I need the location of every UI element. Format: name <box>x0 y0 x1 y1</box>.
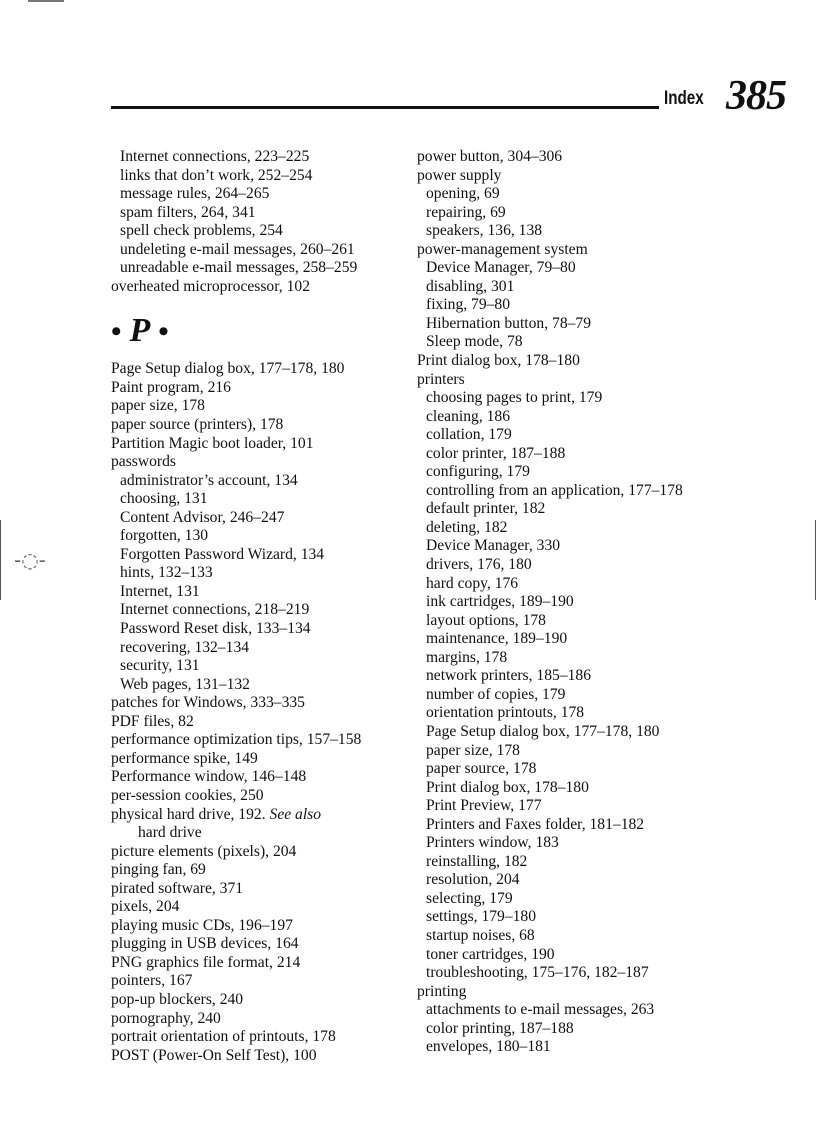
crop-mark <box>0 520 1 600</box>
index-subentry <box>111 676 361 695</box>
index-subentry <box>417 612 683 631</box>
entry-text: reinstalling, 182 <box>426 852 528 870</box>
index-entry <box>417 167 683 186</box>
index-entry <box>417 148 683 167</box>
entry-text: deleting, 182 <box>426 518 508 536</box>
entry-text: Content Advisor, 246–247 <box>120 508 285 526</box>
index-subentry <box>111 601 361 620</box>
index-entry <box>111 861 361 880</box>
entry-text: pirated software, 371 <box>111 879 244 897</box>
entry-text: playing music CDs, 196–197 <box>111 916 293 934</box>
entry-text: color printing, 187–188 <box>426 1019 574 1037</box>
entry-text: configuring, 179 <box>426 463 530 481</box>
index-subentry <box>417 760 683 779</box>
index-entry <box>417 241 683 260</box>
index-subentry <box>417 742 683 761</box>
index-entry <box>111 435 361 454</box>
entry-text: troubleshooting, 175–176, 182–187 <box>426 964 649 982</box>
entry-text: color printer, 187–188 <box>426 444 566 462</box>
entry-text: security, 131 <box>120 657 200 675</box>
entry-text: per-session cookies, 250 <box>111 786 264 804</box>
entry-text: Page Setup dialog box, 177–178, 180 <box>426 722 660 740</box>
index-column-left <box>111 148 361 1065</box>
index-subentry <box>111 241 361 260</box>
index-subentry <box>111 583 361 602</box>
index-entry <box>111 750 361 769</box>
index-subentry <box>417 185 683 204</box>
entry-text: margins, 178 <box>426 648 508 666</box>
entry-text: forgotten, 130 <box>120 527 209 545</box>
entry-text: Forgotten Password Wizard, 134 <box>120 545 325 563</box>
index-subentry <box>111 620 361 639</box>
entry-text: Print Preview, 177 <box>426 797 542 815</box>
entry-text: hard copy, 176 <box>426 574 519 592</box>
index-subentry <box>417 222 683 241</box>
index-entry <box>111 1028 361 1047</box>
entry-text: opening, 69 <box>426 185 500 203</box>
entry-text: pointers, 167 <box>111 972 193 990</box>
entry-text: Internet connections, 223–225 <box>120 148 310 165</box>
index-entry <box>417 371 683 390</box>
index-subentry <box>111 546 361 565</box>
entry-text: portrait orientation of printouts, 178 <box>111 1028 336 1046</box>
index-entry <box>111 991 361 1010</box>
index-subentry <box>111 657 361 676</box>
entry-text: Sleep mode, 78 <box>426 333 523 351</box>
index-subentry <box>417 482 683 501</box>
entry-text: hints, 132–133 <box>120 564 213 582</box>
entry-text: resolution, 204 <box>426 871 520 889</box>
entry-text: maintenance, 189–190 <box>426 630 568 648</box>
index-subentry <box>417 908 683 927</box>
index-subentry <box>417 779 683 798</box>
entry-text: recovering, 132–134 <box>120 638 250 656</box>
entry-text: undeleting e-mail messages, 260–261 <box>120 240 355 258</box>
index-subentry <box>417 463 683 482</box>
registration-mark-icon: -◌- <box>14 548 46 572</box>
entry-text: hard drive <box>138 824 202 842</box>
entry-text: printing <box>417 982 467 1000</box>
entry-text: Internet connections, 218–219 <box>120 601 310 619</box>
entry-text: startup noises, 68 <box>426 926 535 944</box>
index-entry <box>111 972 361 991</box>
index-subentry <box>417 1001 683 1020</box>
entry-text: toner cartridges, 190 <box>426 945 555 963</box>
entry-text: cleaning, 186 <box>426 407 511 425</box>
entry-text: Printers and Faxes folder, 181–182 <box>426 815 645 833</box>
entry-text: choosing pages to print, 179 <box>426 389 603 407</box>
entry-text: spell check problems, 254 <box>120 222 283 240</box>
index-subentry <box>417 389 683 408</box>
entry-text: unreadable e-mail messages, 258–259 <box>120 259 358 277</box>
index-subentry <box>417 259 683 278</box>
entry-text: power-management system <box>417 240 588 258</box>
entry-text: Web pages, 131–132 <box>120 675 250 693</box>
index-subentry <box>417 204 683 223</box>
index-subentry <box>111 824 361 843</box>
index-subentry <box>417 315 683 334</box>
index-subentry <box>417 946 683 965</box>
index-subentry <box>417 445 683 464</box>
index-subentry <box>417 704 683 723</box>
entry-text: settings, 179–180 <box>426 908 537 926</box>
entry-text: number of copies, 179 <box>426 685 566 703</box>
index-entry <box>111 898 361 917</box>
entry-text: default printer, 182 <box>426 500 546 518</box>
entry-text: Printers window, 183 <box>426 834 559 852</box>
crop-mark <box>28 0 64 2</box>
index-entry <box>111 1010 361 1029</box>
entry-text: Internet, 131 <box>120 582 200 600</box>
entry-text: Device Manager, 79–80 <box>426 259 576 277</box>
index-entry <box>111 935 361 954</box>
entry-text: Device Manager, 330 <box>426 537 561 555</box>
entry-text: spam filters, 264, 341 <box>120 203 256 221</box>
entry-text: layout options, 178 <box>426 611 546 629</box>
entry-text: repairing, 69 <box>426 203 506 221</box>
entry-text: message rules, 264–265 <box>120 185 270 203</box>
index-subentry <box>417 834 683 853</box>
entry-text: Performance window, 146–148 <box>111 768 307 786</box>
index-entry <box>111 954 361 973</box>
index-subentry <box>417 797 683 816</box>
index-subentry <box>417 723 683 742</box>
index-subentry <box>417 426 683 445</box>
index-subentry <box>417 408 683 427</box>
entry-text: plugging in USB devices, 164 <box>111 935 299 953</box>
index-entry <box>111 694 361 713</box>
see-also-reference: See also <box>269 805 322 823</box>
index-column-right <box>417 148 683 1057</box>
index-entry <box>111 1047 361 1066</box>
entry-text: Print dialog box, 178–180 <box>426 778 589 796</box>
entry-text: paper size, 178 <box>111 397 205 415</box>
index-subentry <box>417 537 683 556</box>
index-subentry <box>417 1020 683 1039</box>
index-subentry <box>417 1038 683 1057</box>
index-entry <box>111 880 361 899</box>
index-subentry <box>111 490 361 509</box>
entry-text: pixels, 204 <box>111 898 180 916</box>
entry-text: passwords <box>111 453 176 471</box>
entry-text: attachments to e-mail messages, 263 <box>426 1001 655 1019</box>
index-entry <box>111 379 361 398</box>
index-subentry <box>111 564 361 583</box>
index-subentry <box>111 639 361 658</box>
entry-text: Paint program, 216 <box>111 378 231 396</box>
index-entry <box>111 806 361 825</box>
index-subentry <box>417 575 683 594</box>
entry-text: choosing, 131 <box>120 490 208 508</box>
index-subentry <box>417 853 683 872</box>
entry-text: PNG graphics file format, 214 <box>111 953 301 971</box>
index-subentry <box>417 816 683 835</box>
entry-text: selecting, 179 <box>426 889 513 907</box>
entry-text: power supply <box>417 166 502 184</box>
index-entry <box>111 360 361 379</box>
entry-text: pornography, 240 <box>111 1009 221 1027</box>
section-letter-heading: • P • <box>111 312 169 350</box>
entry-text: drivers, 176, 180 <box>426 556 532 574</box>
index-subentry <box>111 472 361 491</box>
index-subentry <box>111 204 361 223</box>
entry-text: speakers, 136, 138 <box>426 222 543 240</box>
entry-text: overheated microprocessor, 102 <box>111 277 310 295</box>
entry-text: physical hard drive, 192. <box>111 805 266 823</box>
entry-text: pop-up blockers, 240 <box>111 990 244 1008</box>
index-subentry <box>417 630 683 649</box>
entry-text: PDF files, 82 <box>111 712 194 730</box>
entry-text: performance spike, 149 <box>111 749 258 767</box>
page-number: 385 <box>726 73 786 119</box>
entry-text: Page Setup dialog box, 177–178, 180 <box>111 360 345 378</box>
entry-text: paper source, 178 <box>426 760 537 778</box>
index-subentry <box>417 278 683 297</box>
index-subentry <box>111 185 361 204</box>
index-entry <box>417 352 683 371</box>
index-entry <box>111 787 361 806</box>
index-subentry <box>111 222 361 241</box>
index-entry <box>111 416 361 435</box>
index-subentry <box>417 500 683 519</box>
entry-text: POST (Power-On Self Test), 100 <box>111 1046 317 1064</box>
index-subentry <box>111 509 361 528</box>
index-entry <box>111 768 361 787</box>
index-entry <box>111 731 361 750</box>
index-subentry <box>417 296 683 315</box>
entry-text: links that don’t work, 252–254 <box>120 166 313 184</box>
entry-text: ink cartridges, 189–190 <box>426 593 574 611</box>
index-entry <box>111 278 361 297</box>
entry-text: pinging fan, 69 <box>111 861 206 879</box>
index-subentry <box>111 527 361 546</box>
index-subentry <box>417 871 683 890</box>
entry-text: controlling from an application, 177–178 <box>426 481 683 499</box>
entry-text: disabling, 301 <box>426 277 515 295</box>
entry-text: administrator’s account, 134 <box>120 471 298 489</box>
index-entry <box>111 713 361 732</box>
entry-text: Partition Magic boot loader, 101 <box>111 434 314 452</box>
entry-text: fixing, 79–80 <box>426 296 511 314</box>
entry-text: collation, 179 <box>426 426 512 444</box>
index-subentry <box>111 259 361 278</box>
index-entry <box>417 983 683 1002</box>
entry-text: paper size, 178 <box>426 741 520 759</box>
entry-text: Print dialog box, 178–180 <box>417 352 580 370</box>
index-subentry <box>111 167 361 186</box>
index-subentry <box>417 686 683 705</box>
entry-text: network printers, 185–186 <box>426 667 592 685</box>
index-subentry <box>417 890 683 909</box>
index-subentry <box>417 593 683 612</box>
index-entry <box>111 453 361 472</box>
index-subentry <box>417 333 683 352</box>
index-entry <box>111 843 361 862</box>
entry-text: envelopes, 180–181 <box>426 1038 551 1056</box>
entry-text: paper source (printers), 178 <box>111 416 284 434</box>
running-header: Index <box>664 88 704 109</box>
index-subentry <box>417 519 683 538</box>
index-subentry <box>417 556 683 575</box>
section-letter: P <box>129 312 151 350</box>
entry-text: orientation printouts, 178 <box>426 704 585 722</box>
entry-text: Password Reset disk, 133–134 <box>120 620 311 638</box>
index-subentry <box>417 667 683 686</box>
header-rule <box>111 106 659 109</box>
entry-text: Hibernation button, 78–79 <box>426 314 592 332</box>
index-subentry <box>417 649 683 668</box>
index-subentry <box>417 964 683 983</box>
entry-text: picture elements (pixels), 204 <box>111 842 297 860</box>
index-entry <box>111 397 361 416</box>
index-subentry <box>111 148 361 167</box>
entry-text: patches for Windows, 333–335 <box>111 694 305 712</box>
entry-text: power button, 304–306 <box>417 148 563 165</box>
entry-text: performance optimization tips, 157–158 <box>111 731 362 749</box>
index-subentry <box>417 927 683 946</box>
index-entry <box>111 917 361 936</box>
entry-text: printers <box>417 370 465 388</box>
